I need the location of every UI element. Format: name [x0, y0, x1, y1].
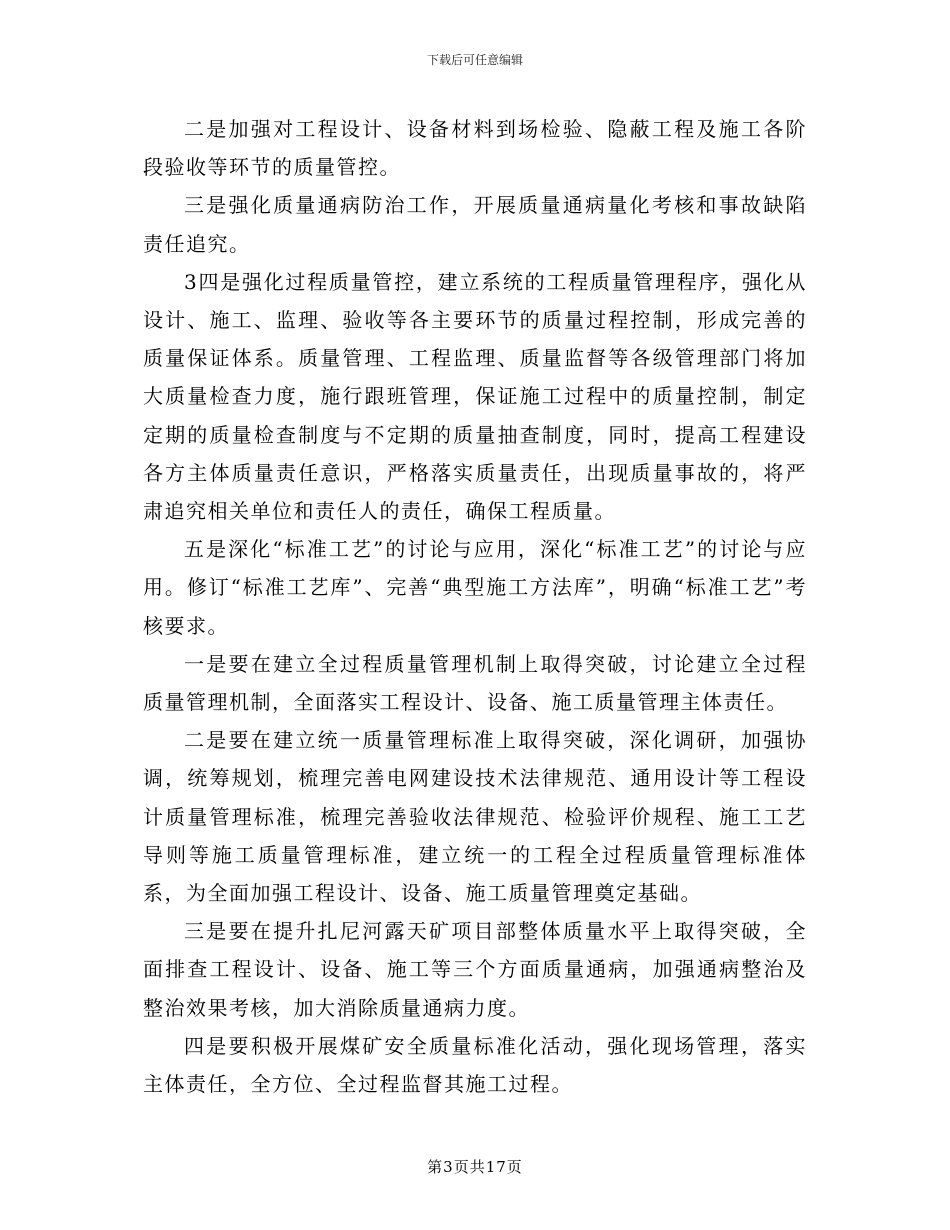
paragraph: 二是加强对工程设计、设备材料到场检验、隐蔽工程及施工各阶段验收等环节的质量管控。: [143, 117, 807, 180]
paragraph: 3四是强化过程质量管控，建立系统的工程质量管理程序，强化从设计、施工、监理、验收等各主要环节的质量过程控制，形成完善的质量保证体系。质量管理、工程监理、质量监督等各级管理部门将加大质量检查力度，施行跟班管理，保证施工过程中的质量控制，制定定期的质量检查制度与不定期的质量抽查制度，同时，提高工程建设各方主体质量责任意识，严格落实质量责任，出现质量事故的，将严肃追究相关单位和责任人的责任，确保工程质量。: [143, 269, 807, 524]
paragraph: 四是要积极开展煤矿安全质量标准化活动，强化现场管理，落实主体责任，全方位、全过程监督其施工过程。: [143, 1033, 807, 1097]
paragraph: 二是要在建立统一质量管理标准上取得突破，深化调研，加强协调，统筹规划，梳理完善电网建设技术法律规范、通用设计等工程设计质量管理标准，梳理完善验收法律规范、检验评价规程、施工工艺导则等施工质量管理标准，建立统一的工程全过程质量管理标准体系，为全面加强工程设计、设备、施工质量管理奠定基础。: [143, 728, 807, 906]
page-number: 第3页共17页: [427, 1158, 523, 1176]
paragraph: 五是深化“标准工艺”的讨论与应用，深化“标准工艺”的讨论与应用。修订“标准工艺库”、完善“典型施工方法库”，明确“标准工艺”考核要求。: [143, 537, 807, 638]
document-body: [143, 110, 807, 1103]
page-header-note: 下载后可任意编辑: [426, 53, 523, 67]
paragraph: 三是强化质量通病防治工作，开展质量通病量化考核和事故缺陷责任追究。: [143, 193, 807, 256]
paragraph: 一是要在建立全过程质量管理机制上取得突破，讨论建立全过程质量管理机制，全面落实工程设计、设备、施工质量管理主体责任。: [143, 651, 807, 715]
paragraph: 三是要在提升扎尼河露天矿项目部整体质量水平上取得突破，全面排查工程设计、设备、施工等三个方面质量通病，加强通病整治及整治效果考核，加大消除质量通病力度。: [143, 919, 807, 1020]
